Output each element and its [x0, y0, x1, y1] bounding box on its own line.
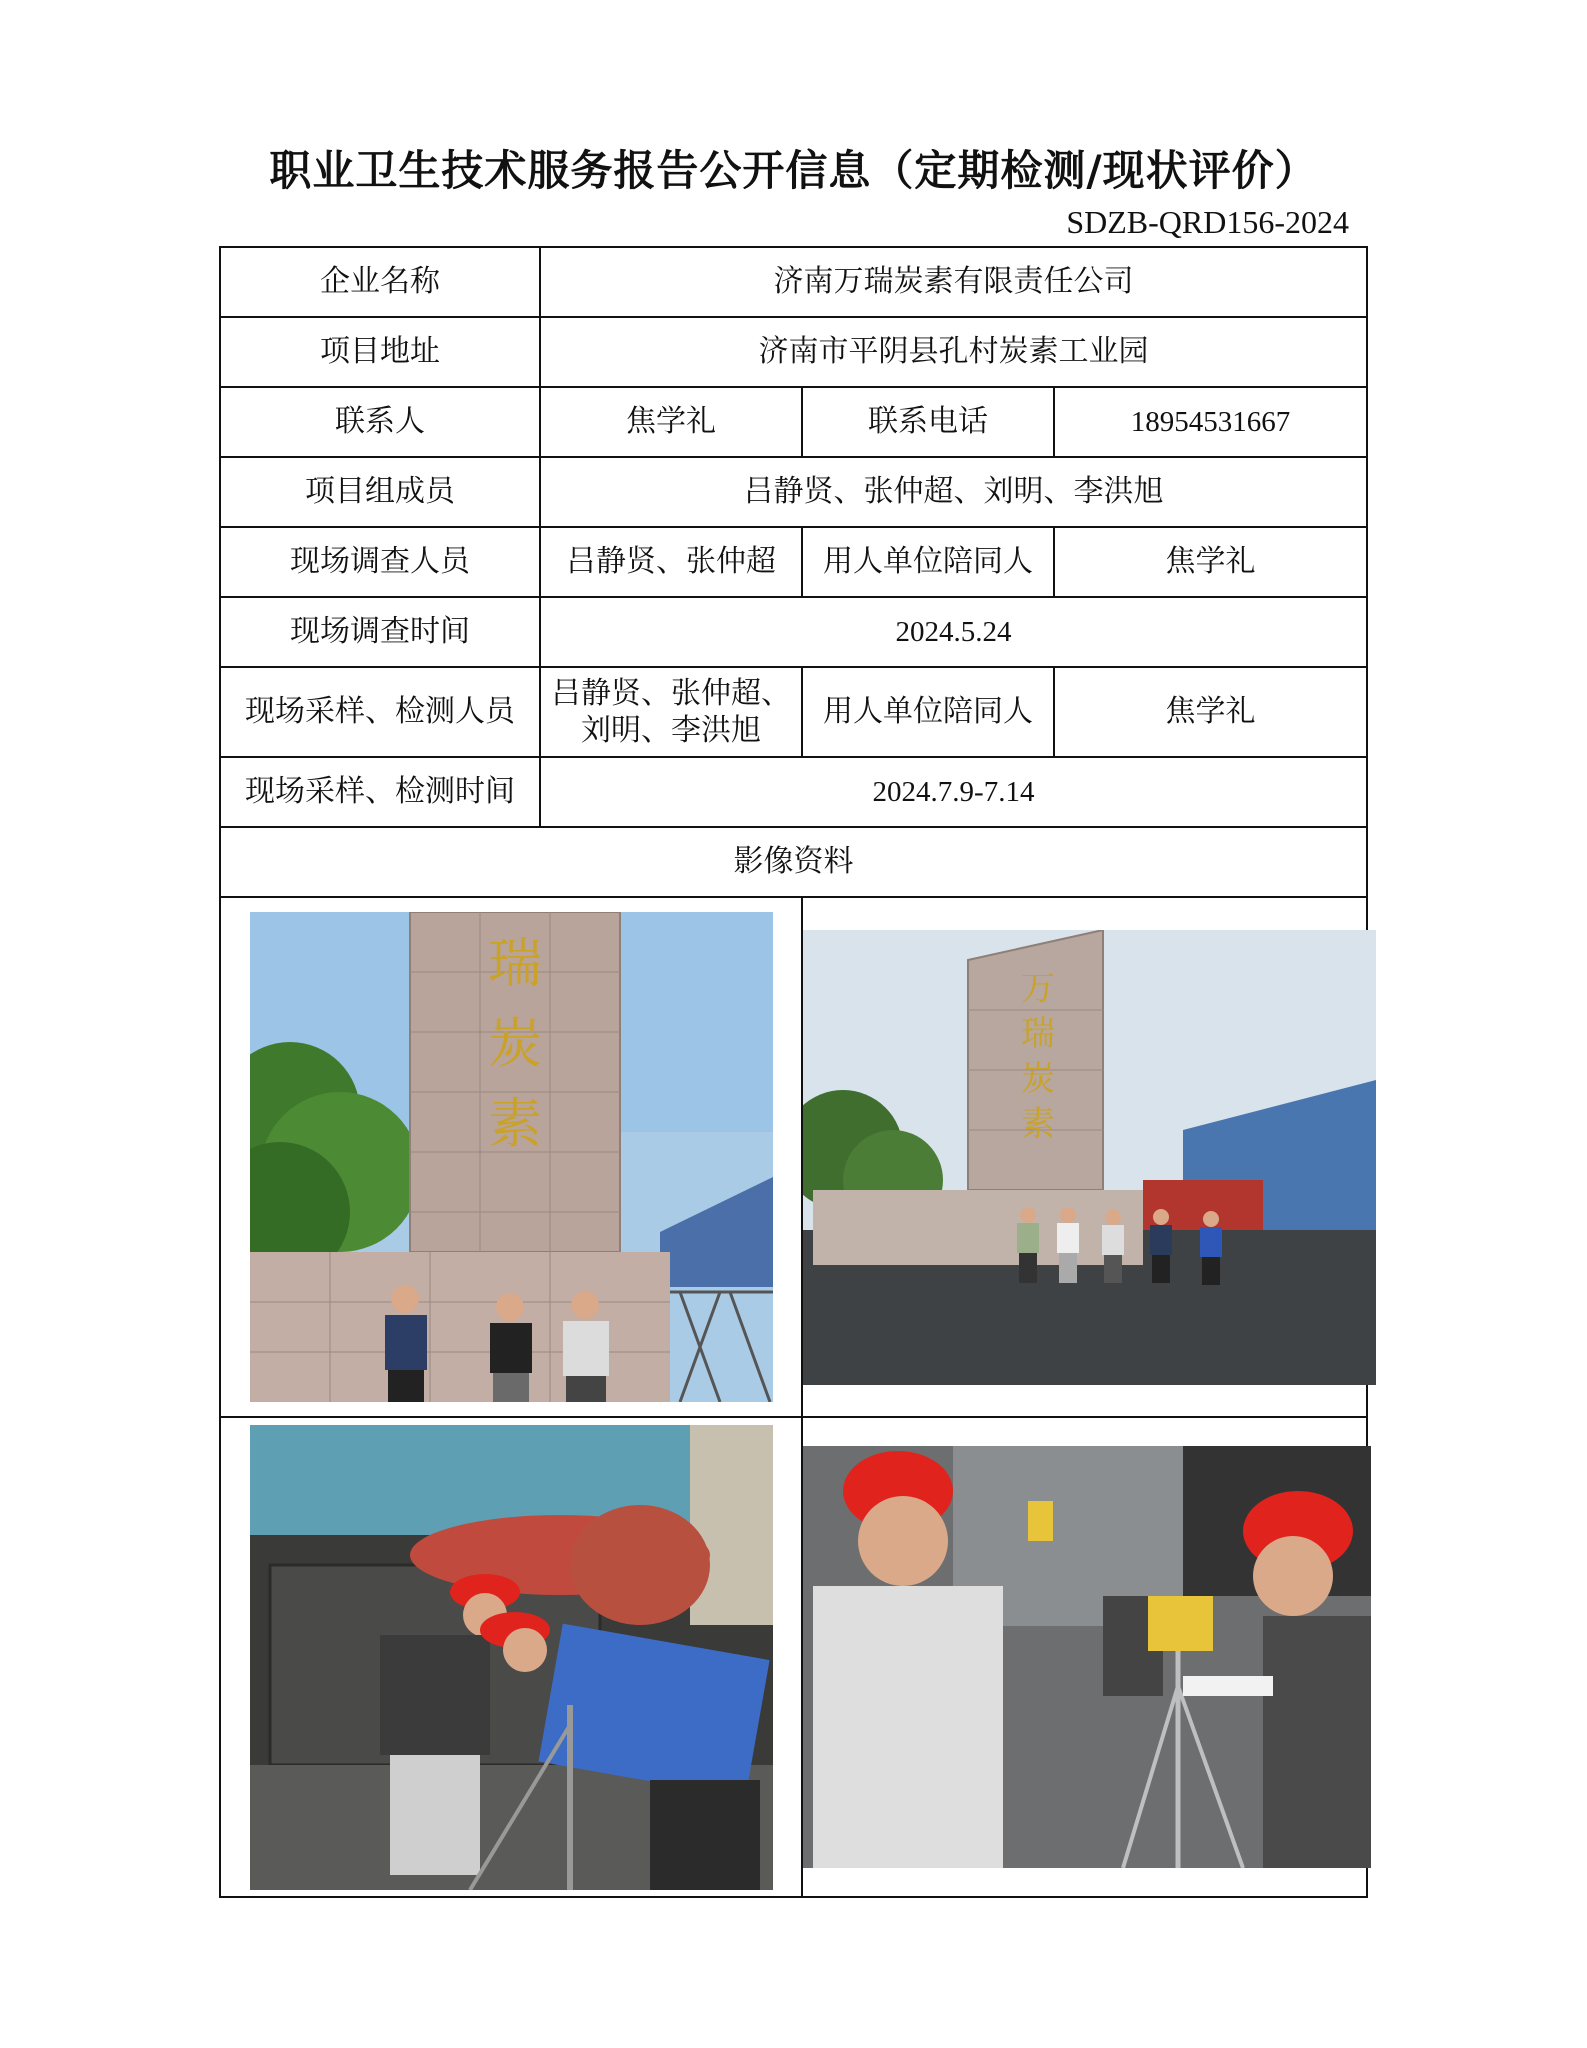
photo-field-measurement-1 — [250, 1425, 773, 1890]
row-members — [220, 457, 1367, 527]
row-sampling-time — [220, 757, 1367, 827]
row-company — [220, 247, 1367, 317]
info-table — [219, 246, 1368, 1898]
row-survey-time — [220, 597, 1367, 667]
row-photos-2 — [220, 1417, 1367, 1897]
page-title: 职业卫生技术服务报告公开信息（定期检测/现状评价） — [269, 146, 1318, 195]
photo-sign-group-2 — [803, 930, 1376, 1385]
address-value: 济南市平阴县孔村炭素工业园 — [540, 317, 1367, 387]
contact-label: 联系人 — [220, 387, 540, 457]
document-number: SDZB-QRD156-2024 — [1066, 204, 1349, 240]
row-contact — [220, 387, 1367, 457]
photo-cell-4 — [802, 1417, 1367, 1897]
row-survey-staff — [220, 527, 1367, 597]
images-label: 影像资料 — [220, 827, 1367, 897]
survey-escort-label: 用人单位陪同人 — [802, 527, 1054, 597]
sampling-time-label: 现场采样、检测时间 — [220, 757, 540, 827]
sampling-escort-label: 用人单位陪同人 — [802, 667, 1054, 757]
photo-field-measurement-2 — [803, 1446, 1371, 1868]
company-value: 济南万瑞炭素有限责任公司 — [540, 247, 1367, 317]
photo-cell-1 — [220, 897, 802, 1417]
survey-escort-value: 焦学礼 — [1054, 527, 1367, 597]
sign-char: 炭 — [487, 1012, 542, 1075]
row-photos-1 — [220, 897, 1367, 1417]
survey-time-value: 2024.5.24 — [540, 597, 1367, 667]
phone-value: 18954531667 — [1054, 387, 1367, 457]
sign-char: 素 — [487, 1092, 542, 1155]
photo-sign-group-1 — [250, 912, 773, 1402]
survey-staff-value: 吕静贤、张仲超 — [540, 527, 802, 597]
sampling-staff-value — [540, 667, 802, 757]
survey-time-label: 现场调查时间 — [220, 597, 540, 667]
photo-cell-3 — [220, 1417, 802, 1897]
address-label: 项目地址 — [220, 317, 540, 387]
sign-char: 瑞 — [487, 932, 542, 995]
row-address — [220, 317, 1367, 387]
sampling-staff-label: 现场采样、检测人员 — [220, 667, 540, 757]
sampling-time-value: 2024.7.9-7.14 — [540, 757, 1367, 827]
members-value: 吕静贤、张仲超、刘明、李洪旭 — [540, 457, 1367, 527]
sign-char: 炭 — [1021, 1058, 1055, 1099]
members-label: 项目组成员 — [220, 457, 540, 527]
row-sampling-staff — [220, 667, 1367, 757]
sampling-staff-line-2: 刘明、李洪旭 — [581, 713, 761, 748]
phone-label: 联系电话 — [802, 387, 1054, 457]
row-images-header — [220, 827, 1367, 897]
sampling-escort-value: 焦学礼 — [1054, 667, 1367, 757]
photo-cell-2 — [802, 897, 1367, 1417]
company-label: 企业名称 — [220, 247, 540, 317]
sampling-staff-line-1: 吕静贤、张仲超、 — [551, 675, 791, 711]
contact-value: 焦学礼 — [540, 387, 802, 457]
sign-char: 素 — [1021, 1103, 1055, 1144]
sign-char: 瑞 — [1021, 1013, 1055, 1054]
sign-char: 万 — [1021, 968, 1055, 1009]
survey-staff-label: 现场调查人员 — [220, 527, 540, 597]
